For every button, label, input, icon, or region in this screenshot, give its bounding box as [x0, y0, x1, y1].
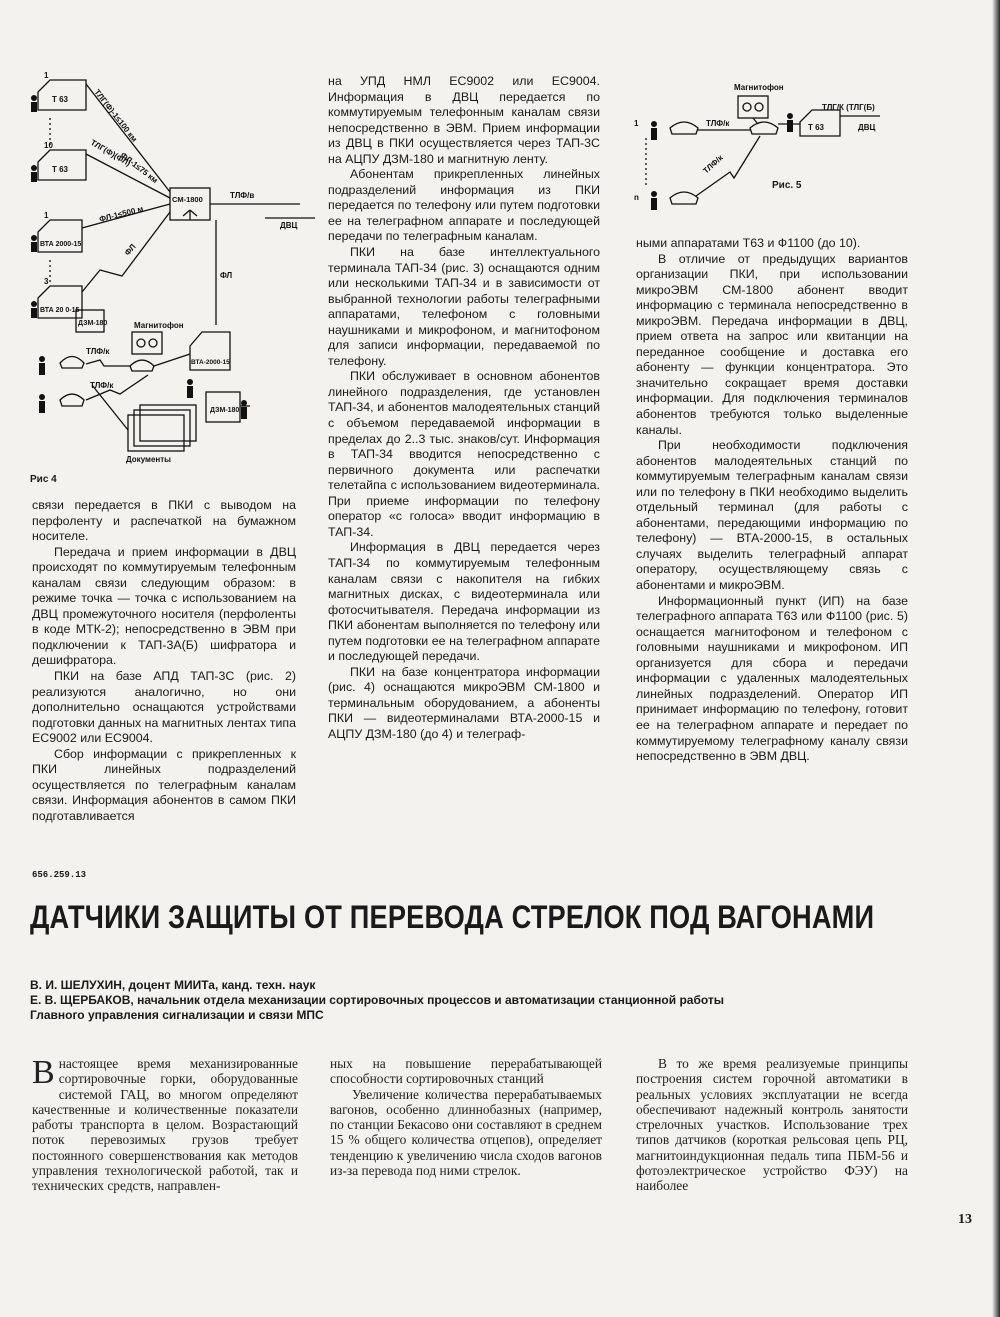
col2-paragraph-5: Информация в ДВЦ передается через ТАП-34 по коммутируемым телефонным каналам связи с накопителя на гибких магнитных дисках, с видеотерминала или фотосчитывателя. Передача информации из ПКИ абонентам выполняется по телефону или путем подготовки ее на телеграфном аппарате и последующей передачи.	[328, 540, 600, 664]
fig4-label-dvc: ДВЦ	[280, 221, 298, 230]
fig4-label-line2: ТЛГ(Ф)(ФЛ)	[89, 137, 133, 168]
fig4-label-tlfv: ТЛФ/в	[230, 191, 255, 200]
col2-paragraph-4: ПКИ обслуживает в основном абонентов линейного подразделения, где установлен ТАП-34, и абонентов малодеятельных станций с объемом передаваемой информации в пределах до 2..3 тыс. знаков/сут. Информация в ТАП-34 вводится непосредственно с первичного документа или распечатки телетайпа с использованием видеотерминала. При приеме информации по телефону оператор «с голоса» вводит информацию в ТАП-34.	[328, 369, 600, 539]
author-line-3: Главного управления сигнализации и связи МПС	[30, 1008, 324, 1022]
fig4-label-line1: ТЛГ(Ф)-1≤100 км	[92, 87, 139, 144]
figure-5-caption: Рис. 5	[772, 180, 802, 191]
udc-code: 656.259.13	[32, 870, 87, 880]
figure-5-diagram	[630, 76, 890, 216]
fig4-label-t63-top: Т 63	[52, 95, 69, 104]
fig4-label-n10: 10	[44, 141, 53, 150]
article-col2-paragraph-2: Увеличение количества перерабатываемых вагонов, особенно длиннобазных (например, по станции Бекасово они составляют в среднем 15 % общего количества отцепов), определяет тенденцию к увеличению числа сходов вагонов из-за перевода под ними стрелок.	[330, 1086, 602, 1179]
fig4-label-cm1800: СМ-1800	[172, 195, 203, 204]
fig4-label-line6: ФЛ	[220, 271, 233, 280]
fig5-label-dvc: ДВЦ	[858, 123, 876, 132]
fig4-label-tlfk-a: ТЛФ/к	[86, 347, 110, 356]
author-line-2: Е. В. ЩЕРБАКОВ, начальник отдела механизации сортировочных процессов и автоматизации станционной работы	[30, 993, 725, 1007]
article-col3-paragraph-1: В то же время реализуемые принципы построения систем горочной автоматики в реальных условиях эксплуатации не всегда обеспечивают надежный контроль занятости стрелочных участков. Использование трех типов датчиков (короткая рельсовая цепь РЦ, магнитоиндукционная педаль типа ПБМ-56 и фотоэлектрическое устройство ФЭУ) на наиболее	[636, 1056, 908, 1194]
page-edge-shadow	[992, 0, 1000, 1317]
fig5-label-tlfk-b: ТЛФ/к	[701, 153, 725, 176]
col3-paragraph-2: В отличие от предыдущих вариантов организации ПКИ, при использовании микроЭВМ СМ-1800 абонент вводит информацию с терминала непосредственно в микроЭВМ. Передача информации в ДВЦ, прием ответа на запрос или квитанции на переданное сообщение и доставка его абоненту — функции концентратора. Это значительно сокращает время доставки информации. Для подключения терминалов абонентов требуются только выделенные каналы.	[636, 251, 908, 437]
col1-paragraph-4: Сбор информации с прикрепленных к ПКИ линейных подразделений осуществляется по телеграфным каналам связи. Информация абонентов в самом ПКИ подготавливается	[32, 746, 296, 823]
col3-paragraph-1: ными аппаратами Т63 и Ф1100 (до 10).	[636, 236, 861, 250]
col1-paragraph-2: Передача и прием информации в ДВЦ происходят по коммутируемым телефонным каналам связи следующим образом: в режиме точка — точка с использованием на ДВЦ промежуточного носителя (перфоленты в коде МТК-2); непосредственно в ЭВМ при подключении к ТАП-3А(Б) шифратора и дешифратора.	[32, 544, 296, 668]
fig4-label-line5: ФЛ	[122, 242, 138, 258]
article-authors	[30, 978, 724, 1023]
fig5-label-nn: n	[634, 193, 639, 202]
column-2-text	[328, 74, 600, 743]
col2-paragraph-6: ПКИ на базе концентратора информации (рис. 4) оснащаются микроЭВМ СМ-1800 и терминальным оборудованием, а абоненты ПКИ — видеотерминалами ВТА-2000-15 и АЦПУ ДЗМ-180 (до 4) и телеграф-	[328, 664, 600, 741]
col1-paragraph-1: связи передается в ПКИ с выводом на перфоленту и распечаткой на бумажном носителе.	[32, 498, 296, 544]
fig4-label-line4: ФЛ-1≤500 м	[98, 204, 145, 224]
fig4-label-t63-mid: Т 63	[52, 165, 69, 174]
article-col1-text: настоящее время механизированные сортировочные горки, оборудованные системой ГАЦ, во многом определяют качественные и количественные показатели работы транспорта в целом. Возрастающий поток перевозимых грузов требует постоянного совершенствования как методов управления технологической работой, так и технических средств, направлен-	[32, 1056, 298, 1194]
col2-paragraph-1: на УПД НМЛ ЕС9002 или ЕС9004. Информация в ДВЦ передается по коммутируемым телефонным каналам связи непосредственно в ЭВМ. Прием информации из ДВЦ в ПКИ осуществляется через ТАП-3С на АЦПУ ДЗМ-180 и магнитную ленту.	[328, 74, 600, 166]
fig4-label-line3: ФЛ-1≤75 км	[118, 150, 160, 186]
fig4-label-magnitofon: Магнитофон	[134, 321, 184, 330]
fig4-label-vta-b: ВТА 20 0-15	[40, 307, 80, 314]
fig4-label-n1: 1	[44, 71, 49, 80]
col2-paragraph-2: Абонентам прикрепленных линейных подразделений информация из ПКИ передается по телефону или путем подготовки ее на телеграфном аппарате и последующей передачи по телеграфным каналам.	[328, 167, 600, 244]
figure-4-diagram	[30, 70, 320, 465]
fig4-label-dzm-a: ДЗМ-180	[78, 320, 108, 327]
fig5-label-tlgk: ТЛГ/К (ТЛГ(Б)	[822, 103, 875, 112]
col3-paragraph-4: Информационный пункт (ИП) на базе телеграфного аппарата Т63 или Ф1100 (рис. 5) оснащается магнитофоном и телефоном с головными наушниками и микрофоном. ИП организуется для сбора и передачи информации с удаленных малодеятельных линейных подразделений. Оператор ИП принимает информацию по телефону, готовит ее на телеграфном аппарате и передает по коммутируемому телеграфному каналу связи непосредственно в ЭВМ ДВЦ.	[636, 593, 908, 764]
column-3-text	[636, 236, 908, 765]
fig4-label-vta-a: ВТА 2000-15	[40, 241, 82, 248]
article-column-1	[32, 1056, 298, 1194]
fig4-label-n3: 3	[44, 277, 49, 286]
col2-paragraph-3: ПКИ на базе интеллектуального терминала ТАП-34 (рис. 3) оснащаются одним или несколькими ТАП-34 и в зависимости от выбранной технологии работы телеграфными аппаратами, телефоном с головными наушниками и микрофоном, и магнитофоном для записи информации, передаваемой по телефону.	[328, 245, 600, 368]
column-1-text	[32, 498, 296, 824]
page-number: 13	[958, 1212, 972, 1227]
article-headline: ДАТЧИКИ ЗАЩИТЫ ОТ ПЕРЕВОДА СТРЕЛОК ПОД ВАГОНАМИ	[30, 899, 875, 935]
fig5-label-tlfk-a: ТЛФ/к	[706, 119, 730, 128]
fig5-label-n1: 1	[634, 119, 639, 128]
article-col2-paragraph-1: ных на повышение перерабатывающей способности сортировочных станций	[330, 1056, 602, 1087]
fig4-label-dzm-b: ДЗМ-180	[210, 407, 240, 414]
col1-paragraph-3: ПКИ на базе АПД ТАП-3С (рис. 2) реализуются аналогично, но они дополнительно оснащаются устройствами подготовки данных на магнитных лентах типа ЕС9002 или ЕС9004.	[32, 669, 296, 746]
fig5-label-t63: Т 63	[808, 123, 825, 132]
author-line-1: В. И. ШЕЛУХИН, доцент МИИТа, канд. техн. наук	[30, 978, 316, 992]
col3-paragraph-3: При необходимости подключения абонентов малодеятельных станций по коммутируемым телеграфным каналам связи или по телефону в ПКИ необходимо выделить отдельный терминал (для работы с абонентами, передающими информацию по телефону) — ВТА-2000-15, в остальных случаях выделить телеграфный аппарат оператору, осуществляющему связь с абонентами и микроЭВМ.	[636, 438, 908, 593]
article-column-3	[636, 1056, 908, 1194]
fig4-label-documents: Документы	[126, 455, 171, 464]
article-dropcap: В	[32, 1054, 55, 1091]
fig4-label-n1b: 1	[44, 211, 49, 220]
article-column-2	[330, 1056, 602, 1178]
figure-4-caption: Рис 4	[30, 474, 57, 485]
fig4-label-vta-c: ВТА-2000-15	[191, 359, 230, 366]
fig4-label-tlfk-b: ТЛФ/к	[90, 381, 114, 390]
fig5-label-magnitofon: Магнитофон	[734, 83, 784, 92]
